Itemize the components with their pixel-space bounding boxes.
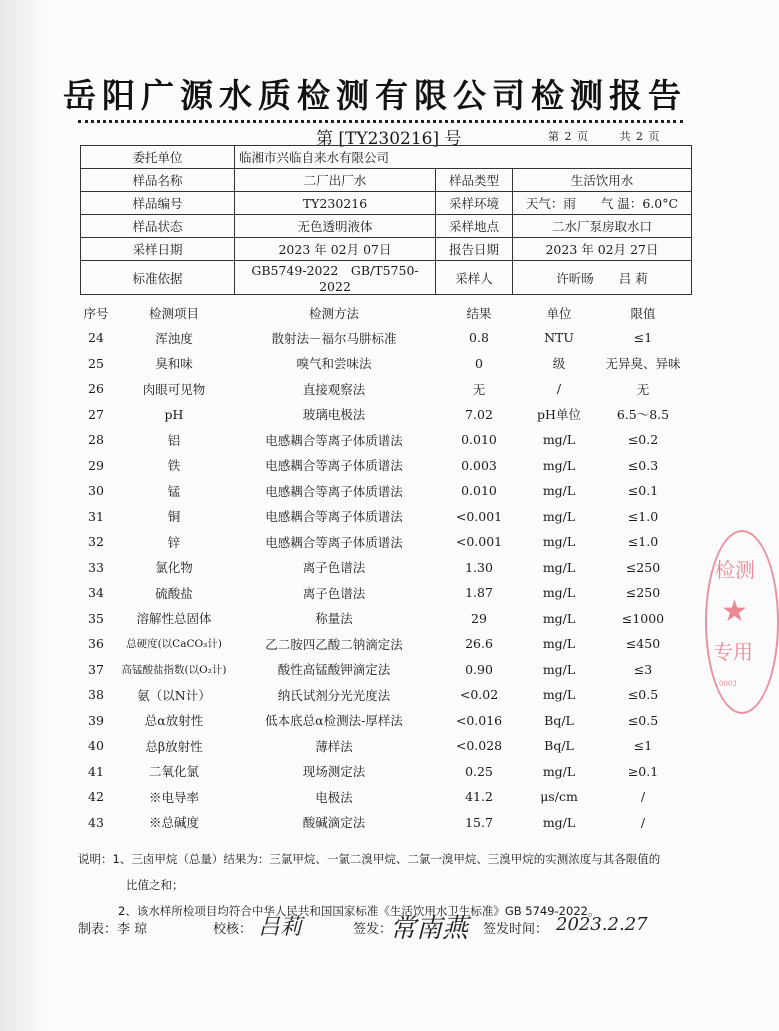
table-cell: 电感耦合等离子体质谱法 (265, 432, 403, 448)
scan-shadow (0, 0, 48, 1031)
table-cell: 溶解性总固体 (136, 611, 212, 627)
table-cell: 0.25 (465, 763, 493, 779)
table-cell: 二氧化氯 (148, 764, 199, 780)
report-title: 岳阳广源水质检测有限公司检测报告 (63, 76, 687, 115)
table-cell: 离子色谱法 (302, 560, 366, 576)
issue-date-handwritten: 2023.2.27 (556, 914, 648, 935)
table-cell: mg/L (542, 508, 576, 524)
env-value: 天气：雨 气 温：6.0°C (513, 192, 692, 215)
table-cell: 总α放射性 (144, 713, 204, 729)
table-cell: 43 (88, 814, 104, 830)
table-cell: 32 (88, 534, 104, 550)
table-cell: 26.6 (465, 636, 493, 652)
page-current: 第 2 页 (548, 130, 589, 143)
table-cell: ≤3 (633, 661, 653, 677)
table-header-row (78, 301, 692, 325)
env-label: 采样环境 (436, 192, 513, 215)
sample-name-value: 二厂出厂水 (235, 169, 436, 192)
sampler-label: 采样人 (436, 261, 513, 295)
table-cell: 散射法－福尔马肼标准 (271, 330, 397, 346)
table-cell: 0.8 (469, 330, 489, 346)
table-cell: mg/L (542, 483, 576, 499)
table-cell: 37 (88, 661, 104, 677)
sample-name-label: 样品名称 (81, 169, 235, 192)
site-label: 采样地点 (436, 215, 513, 238)
checked-signature: 吕莉 (258, 915, 303, 940)
table-cell: 30 (88, 483, 104, 499)
note-1b: 比值之和； (126, 878, 184, 892)
column-header: 结果 (466, 306, 492, 321)
table-cell: 纳氏试剂分光光度法 (277, 687, 391, 703)
table-cell: Bq/L (544, 738, 574, 754)
std-label: 标准依据 (81, 261, 235, 295)
table-cell: 离子色谱法 (302, 585, 366, 601)
table-cell: Bq/L (544, 712, 574, 728)
seal-star-icon: ★ (721, 594, 748, 629)
table-cell: 26 (88, 381, 104, 397)
sample-type-label: 样品类型 (436, 169, 513, 192)
results-table (78, 301, 692, 835)
prepared-by: 制表：李 琼 (78, 922, 148, 937)
table-cell: 无异臭、异味 (605, 356, 681, 372)
table-cell: / (640, 789, 646, 805)
state-label: 样品状态 (81, 215, 235, 238)
table-row (78, 376, 692, 402)
table-cell: 臭和味 (155, 356, 193, 372)
table-cell: 乙二胺四乙酸二钠滴定法 (265, 636, 403, 652)
table-cell: ≤0.3 (627, 457, 659, 473)
table-cell: ≤0.5 (627, 687, 659, 703)
sampler-value: 许昕旸 吕 莉 (513, 261, 692, 295)
client-value: 临湘市兴临自来水有限公司 (235, 146, 692, 169)
table-cell: ≤1.0 (627, 534, 659, 550)
table-cell: 39 (88, 712, 104, 728)
table-cell: 总β放射性 (145, 738, 203, 754)
seal-text-2: 专用 (713, 640, 753, 664)
table-cell: / (640, 814, 646, 830)
seal-text: 检测 (715, 558, 755, 582)
table-cell: 15.7 (465, 814, 493, 830)
table-cell: <0.016 (455, 712, 503, 728)
date-value: 2023 年 02月 07日 (235, 238, 436, 261)
table-cell: <0.001 (455, 508, 503, 524)
table-cell: 低本底总α检测法-厚样法 (265, 713, 403, 729)
table-cell: mg/L (542, 636, 576, 652)
page-total: 共 2 页 (619, 130, 661, 143)
report-date-label: 报告日期 (436, 238, 513, 261)
table-cell: 电极法 (315, 789, 353, 805)
table-cell: 7.02 (465, 406, 493, 422)
table-cell: 无 (636, 381, 650, 397)
table-cell: 31 (88, 508, 104, 524)
table-cell: 0.003 (461, 457, 497, 473)
table-row (78, 682, 692, 708)
table-row (78, 325, 692, 351)
table-cell: 现场测定法 (302, 764, 366, 780)
sample-no-label: 样品编号 (81, 192, 235, 215)
table-cell: 42 (88, 789, 104, 805)
report-date-value: 2023 年 02月 27日 (513, 238, 692, 261)
table-cell: ≤0.5 (627, 712, 659, 728)
table-cell: mg/L (542, 763, 576, 779)
table-cell: 24 (88, 330, 104, 346)
table-cell: 浑浊度 (155, 330, 193, 346)
table-cell: 肉眼可见物 (142, 381, 206, 397)
table-row (78, 784, 692, 810)
table-cell: 0 (475, 355, 483, 371)
table-cell: 34 (88, 585, 104, 601)
table-row (78, 555, 692, 581)
table-row (78, 402, 692, 428)
sample-type-value: 生活饮用水 (513, 169, 692, 192)
table-cell: <0.001 (455, 534, 503, 550)
table-cell: 38 (88, 687, 104, 703)
issued-signature: 常南燕 (390, 914, 469, 944)
page-info (548, 128, 687, 144)
table-cell: ※总碱度 (148, 815, 199, 831)
table-cell: 高锰酸盐指数(以O₂计) (121, 663, 227, 676)
table-row (78, 504, 692, 530)
table-row (78, 427, 692, 453)
issued-label: 签发： (353, 922, 393, 937)
table-cell: 1.30 (465, 559, 493, 575)
table-cell: 0.010 (461, 432, 497, 448)
table-cell: ≤1 (633, 738, 653, 754)
table-row (78, 529, 692, 555)
table-cell: 氨（以N计） (137, 687, 211, 703)
notes (78, 846, 698, 924)
table-cell: 电感耦合等离子体质谱法 (265, 534, 403, 550)
table-cell: 0.010 (461, 483, 497, 499)
table-cell: ≤450 (625, 636, 661, 652)
column-header: 序号 (83, 306, 109, 321)
table-cell: 35 (88, 610, 104, 626)
table-cell: mg/L (542, 610, 576, 626)
table-row (78, 759, 692, 785)
table-cell: mg/L (542, 534, 576, 550)
table-cell: ≤1 (633, 330, 653, 346)
table-cell: <0.028 (455, 738, 503, 754)
table-cell: 0.90 (465, 661, 493, 677)
table-row (78, 453, 692, 479)
table-cell: 级 (552, 356, 566, 372)
table-cell: 33 (88, 559, 104, 575)
column-header: 单位 (546, 306, 572, 321)
table-cell: mg/L (542, 457, 576, 473)
note-2: 2、该水样所检项目均符合中华人民共和国国家标准《生活饮用水卫生标准》GB 5749-2022。 (118, 904, 600, 918)
table-cell: 氯化物 (155, 560, 193, 576)
table-cell: μs/cm (540, 789, 578, 805)
table-cell: 铁 (167, 458, 181, 474)
std-value: GB5749-2022 GB/T5750-2022 (235, 261, 436, 295)
table-row (78, 657, 692, 683)
table-cell: / (556, 381, 562, 397)
table-cell: 25 (88, 355, 104, 371)
issue-date-label: 签发时间： (483, 922, 549, 937)
report-number: 第 [TY230216] 号 (316, 129, 462, 149)
table-cell: ≤250 (625, 559, 661, 575)
table-cell: 无 (472, 381, 486, 397)
table-cell: <0.02 (459, 687, 499, 703)
table-cell: 36 (88, 636, 104, 652)
table-row (78, 606, 692, 632)
inspection-seal (705, 530, 779, 714)
table-row (78, 351, 692, 377)
table-cell: 薄样法 (315, 738, 353, 754)
table-cell: pH (164, 406, 184, 422)
table-cell: 28 (88, 432, 104, 448)
client-label: 委托单位 (81, 146, 235, 169)
table-row (78, 708, 692, 734)
column-header: 限值 (630, 306, 656, 321)
table-cell: 总硬度(以CaCO₃计) (126, 638, 222, 651)
table-cell: 29 (88, 457, 104, 473)
table-cell: 29 (471, 610, 487, 626)
column-header: 检测方法 (308, 306, 359, 321)
table-row (78, 733, 692, 759)
table-row (78, 631, 692, 657)
note-1: 说明：1、三卤甲烷（总量）结果为：三氯甲烷、一氯二溴甲烷、二氯一溴甲烷、三溴甲烷的实测浓度与其各限值的 (78, 852, 661, 866)
site-value: 二水厂泵房取水口 (513, 215, 692, 238)
date-label: 采样日期 (81, 238, 235, 261)
table-cell: 酸性高锰酸钾滴定法 (277, 662, 391, 678)
table-cell: 电感耦合等离子体质谱法 (265, 509, 403, 525)
checked-label: 校核： (213, 922, 253, 937)
table-cell: 铜 (167, 509, 181, 525)
table-cell: NTU (544, 330, 574, 346)
table-cell: ※电导率 (148, 789, 199, 805)
table-cell: ≤0.1 (627, 483, 659, 499)
table-row (78, 810, 692, 836)
table-cell: pH单位 (537, 407, 581, 423)
table-cell: ≤1.0 (627, 508, 659, 524)
table-cell: 玻璃电极法 (302, 407, 366, 423)
sample-info-table (80, 145, 692, 295)
table-cell: mg/L (542, 687, 576, 703)
table-cell: mg/L (542, 432, 576, 448)
table-row (78, 478, 692, 504)
table-cell: mg/L (542, 814, 576, 830)
table-cell: 锰 (167, 483, 181, 499)
table-cell: 直接观察法 (302, 381, 366, 397)
table-cell: 27 (88, 406, 104, 422)
table-cell: ≤1000 (621, 610, 665, 626)
column-header: 检测项目 (148, 306, 199, 321)
table-cell: ≤0.2 (627, 432, 659, 448)
table-cell: mg/L (542, 559, 576, 575)
seal-code: 0003 (719, 680, 737, 688)
table-cell: 硫酸盐 (155, 585, 193, 601)
table-cell: 41.2 (465, 789, 493, 805)
table-cell: 铝 (167, 432, 181, 448)
table-cell: 嗅气和尝味法 (296, 356, 372, 372)
table-cell: 称量法 (315, 611, 353, 627)
table-cell: 40 (88, 738, 104, 754)
table-cell: mg/L (542, 585, 576, 601)
title-divider (78, 120, 683, 123)
table-row (78, 580, 692, 606)
table-cell: 电感耦合等离子体质谱法 (265, 483, 403, 499)
sample-no-value: TY230216 (235, 192, 436, 215)
state-value: 无色透明液体 (235, 215, 436, 238)
table-cell: 酸碱滴定法 (302, 815, 366, 831)
table-cell: 1.87 (465, 585, 493, 601)
table-cell: ≤250 (625, 585, 661, 601)
table-cell: 锌 (167, 534, 181, 550)
table-cell: 电感耦合等离子体质谱法 (265, 458, 403, 474)
table-cell: 6.5～8.5 (616, 407, 670, 423)
table-cell: 41 (88, 763, 104, 779)
table-cell: ≥0.1 (627, 763, 659, 779)
table-cell: mg/L (542, 661, 576, 677)
